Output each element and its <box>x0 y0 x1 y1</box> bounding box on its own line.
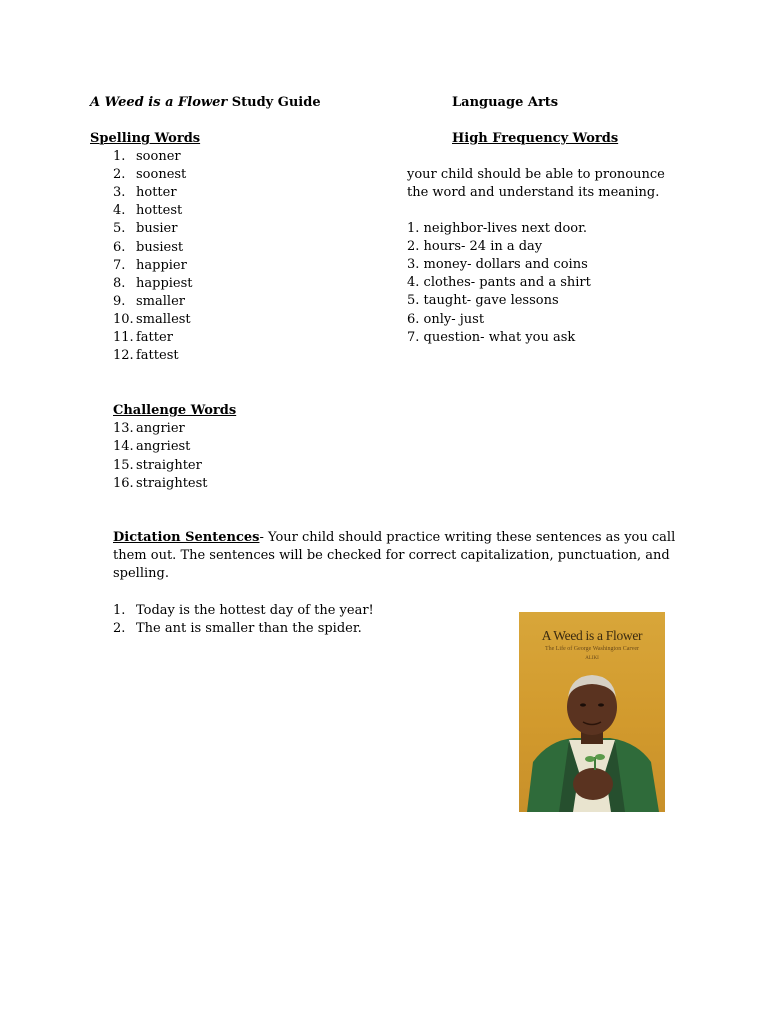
list-item-number: 3. <box>113 185 126 201</box>
list-item <box>113 438 190 456</box>
high-frequency-intro-line1: your child should be able to pronounce <box>407 167 665 182</box>
list-item-word: fattest <box>136 348 179 364</box>
list-item-number: 1. <box>113 149 126 164</box>
book-title: A Weed is a Flower <box>90 95 228 110</box>
list-item <box>113 475 208 493</box>
cover-title: A Weed is a Flower <box>541 628 643 643</box>
list-item-number: 9. <box>113 293 126 309</box>
dictation-paragraph-line3: spelling. <box>113 566 169 581</box>
list-item-number: 14. <box>113 439 134 455</box>
list-item-word: straighter <box>136 457 202 473</box>
subject-label: Language Arts <box>452 95 559 110</box>
list-item <box>113 148 181 166</box>
list-item-number: 2. <box>113 167 126 183</box>
dictation-paragraph-line2: them out. The sentences will be checked for correct capitalization, punctuation, and <box>113 548 670 563</box>
challenge-words-heading: Challenge Words <box>113 403 237 418</box>
list-item-word: angriest <box>136 439 191 455</box>
list-item: 7. question- what you ask <box>407 329 576 345</box>
list-item <box>113 311 191 329</box>
list-item-word: happier <box>136 257 187 273</box>
list-item <box>113 420 185 438</box>
list-item-number: 16. <box>113 475 134 491</box>
list-item-word: busier <box>136 221 178 237</box>
spelling-words-heading: Spelling Words <box>90 131 201 146</box>
list-item-word: angrier <box>136 421 185 436</box>
list-item-number: 7. <box>113 257 126 273</box>
list-item-number: 8. <box>113 275 126 291</box>
list-item-number: 13. <box>113 421 134 436</box>
list-item-word: smallest <box>136 311 191 327</box>
list-item-word: busiest <box>136 239 184 255</box>
list-item-word: happiest <box>136 275 193 291</box>
list-item: 4. clothes- pants and a shirt <box>407 275 591 291</box>
list-item: 3. money- dollars and coins <box>407 257 588 273</box>
list-item: 2. hours- 24 in a day <box>407 239 543 255</box>
list-item-number: 1. <box>113 603 126 618</box>
list-item-word: soonest <box>136 167 187 183</box>
title-suffix: Study Guide <box>227 95 321 110</box>
list-item-number: 2. <box>113 621 126 636</box>
list-item-word: fatter <box>136 330 173 345</box>
list-item <box>113 239 183 257</box>
list-item <box>113 202 182 220</box>
list-item-sentence: Today is the hottest day of the year! <box>136 603 374 618</box>
list-item-word: hotter <box>136 185 177 201</box>
list-item <box>113 166 186 184</box>
list-item-word: hottest <box>136 203 183 219</box>
dictation-paragraph-line1 <box>113 529 675 547</box>
high-frequency-intro-line2: the word and understand its meaning. <box>407 185 660 200</box>
high-frequency-heading: High Frequency Words <box>452 131 619 146</box>
cover-subtitle: The Life of George Washington Carver <box>544 646 640 652</box>
list-item-word: smaller <box>136 293 185 309</box>
list-item <box>113 457 202 475</box>
list-item-number: 4. <box>113 203 126 219</box>
list-item <box>113 602 374 620</box>
list-item-number: 6. <box>113 239 126 255</box>
list-item-number: 12. <box>113 348 134 364</box>
dictation-heading: Dictation Sentences <box>113 530 260 545</box>
list-item <box>113 293 185 311</box>
list-item <box>113 184 177 202</box>
list-item-word: sooner <box>136 149 181 164</box>
cover-author: ALIKI <box>585 656 599 661</box>
list-item <box>113 347 179 365</box>
dictation-intro-text: - Your child should practice writing these sentences as you call <box>259 530 676 545</box>
list-item-sentence: The ant is smaller than the spider. <box>136 621 362 636</box>
list-item-number: 5. <box>113 221 126 237</box>
list-item: 5. taught- gave lessons <box>407 293 559 309</box>
list-item-number: 11. <box>113 330 134 345</box>
list-item <box>113 257 187 275</box>
book-cover-image <box>519 612 665 812</box>
list-item <box>113 220 177 238</box>
carver-portrait-illustration <box>519 612 665 812</box>
list-item-number: 10. <box>113 311 134 327</box>
list-item: 1. neighbor-lives next door. <box>407 221 588 236</box>
list-item <box>113 275 193 293</box>
list-item-word: straightest <box>136 475 208 491</box>
list-item <box>113 620 362 638</box>
document-title <box>90 94 321 112</box>
list-item <box>113 329 173 347</box>
list-item: 6. only- just <box>407 311 485 327</box>
list-item-number: 15. <box>113 457 134 473</box>
